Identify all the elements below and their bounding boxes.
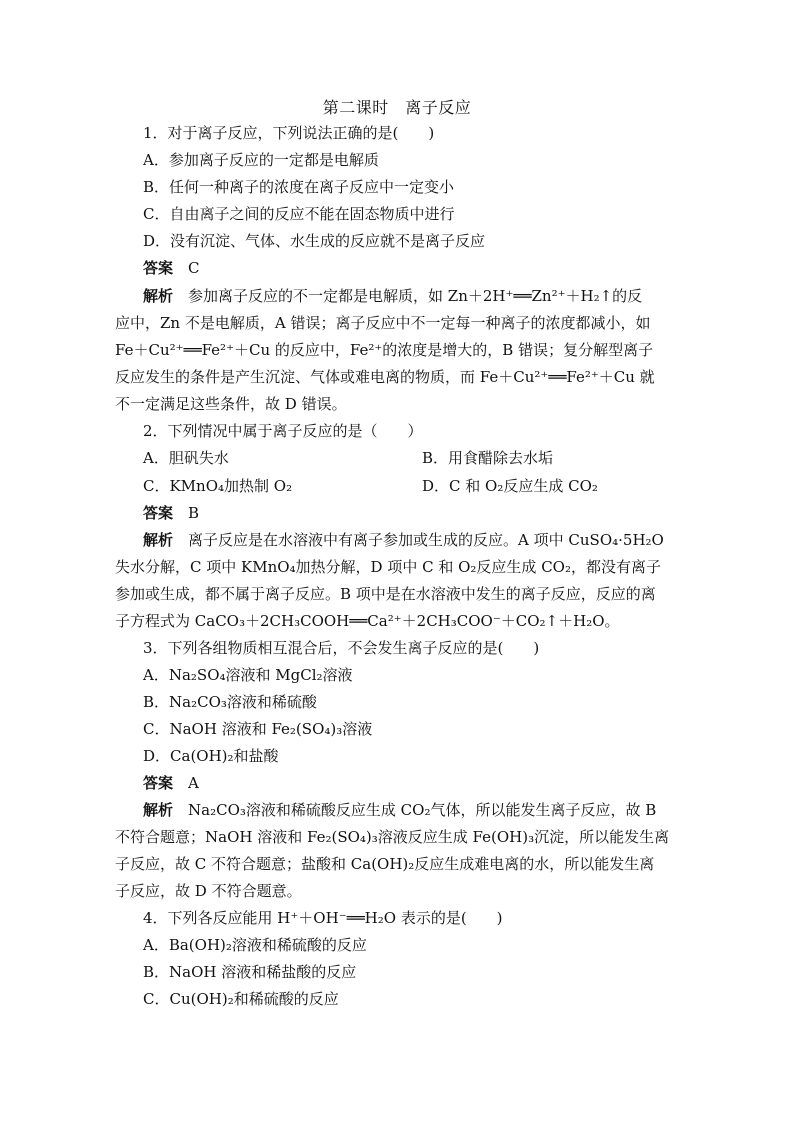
q2-analysis-line-1: [143, 530, 664, 550]
q3-option-b: B．Na₂CO₃溶液和稀硫酸: [143, 693, 317, 711]
q3-answer: [143, 773, 199, 793]
q1-option-a: A．参加离子反应的一定都是电解质: [143, 151, 379, 169]
q1-stem: 1．对于离子反应，下列说法正确的是( ): [143, 124, 435, 142]
q2-analysis-line-4: 子方程式为 CaCO₃＋2CH₃COOH══Ca²⁺＋2CH₃COO⁻＋CO₂↑＋H₂O。: [115, 612, 620, 630]
q1-analysis-line-3: Fe＋Cu²⁺══Fe²⁺＋Cu 的反应中，Fe²⁺的浓度是增大的，B 错误；复分解型离子: [115, 341, 654, 359]
q1-option-c: C．自由离子之间的反应不能在固态物质中进行: [143, 205, 455, 223]
q2-answer-label: 答案: [143, 504, 174, 522]
q3-option-a: A．Na₂SO₄溶液和 MgCl₂溶液: [143, 666, 353, 684]
q1-answer: [143, 258, 200, 278]
q3-analysis-line-2: 不符合题意；NaOH 溶液和 Fe₂(SO₄)₃溶液反应生成 Fe(OH)₃沉淀，所以能发生离: [115, 828, 670, 846]
q4-option-b: B．NaOH 溶液和稀盐酸的反应: [143, 963, 357, 981]
q2-stem: 2．下列情况中属于离子反应的是（ ）: [143, 422, 423, 440]
q3-analysis-label: 解析: [143, 801, 174, 819]
q1-answer-value: C: [188, 259, 200, 277]
q3-analysis-line-3: 子反应，故 C 不符合题意；盐酸和 Ca(OH)₂反应生成难电离的水，所以能发生离: [115, 855, 655, 873]
q1-analysis-line-1: [143, 286, 642, 306]
q2-option-a: A．胆矾失水: [143, 449, 229, 467]
q3-answer-value: A: [188, 774, 199, 792]
q1-answer-label: 答案: [143, 259, 174, 277]
q2-analysis-line-3: 参加或生成，都不属于离子反应。B 项中是在水溶液中发生的离子反应，反应的离: [115, 585, 656, 603]
q2-answer: [143, 503, 199, 523]
q1-option-d: D．没有沉淀、气体、水生成的反应就不是离子反应: [143, 232, 486, 250]
q2-option-b: B．用食醋除去水垢: [422, 449, 554, 467]
q3-analysis-line-4: 子反应，故 D 不符合题意。: [115, 882, 302, 900]
q4-option-c: C．Cu(OH)₂和稀硫酸的反应: [143, 990, 339, 1008]
q4-option-a: A．Ba(OH)₂溶液和稀硫酸的反应: [143, 936, 367, 954]
q1-analysis-text-1: 参加离子反应的不一定都是电解质，如 Zn＋2H⁺══Zn²⁺＋H₂↑的反: [188, 287, 643, 305]
q1-analysis-line-4: 反应发生的条件是产生沉淀、气体或难电离的物质，而 Fe＋Cu²⁺══Fe²⁺＋Cu 就: [115, 368, 655, 386]
q2-analysis-label: 解析: [143, 531, 174, 549]
page-title: 第二课时 离子反应: [322, 98, 472, 117]
q4-stem: 4．下列各反应能用 H⁺＋OH⁻══H₂O 表示的是( ): [143, 909, 503, 927]
q1-option-b: B．任何一种离子的浓度在离子反应中一定变小: [143, 178, 455, 196]
q3-answer-label: 答案: [143, 774, 174, 792]
q1-analysis-label: 解析: [143, 287, 174, 305]
q3-option-d: D．Ca(OH)₂和盐酸: [143, 747, 279, 765]
q3-analysis-text-1: Na₂CO₃溶液和稀硫酸反应生成 CO₂气体，所以能发生离子反应，故 B: [188, 801, 657, 819]
q3-analysis-line-1: [143, 800, 656, 820]
q1-analysis-line-5: 不一定满足这些条件，故 D 错误。: [115, 395, 347, 413]
q3-option-c: C．NaOH 溶液和 Fe₂(SO₄)₃溶液: [143, 720, 373, 738]
q3-stem: 3．下列各组物质相互混合后，不会发生离子反应的是( ): [143, 639, 540, 657]
q2-answer-value: B: [188, 504, 200, 522]
q2-analysis-line-2: 失水分解，C 项中 KMnO₄加热分解，D 项中 C 和 O₂反应生成 CO₂，都没有离子: [115, 558, 661, 576]
q2-option-d: D．C 和 O₂反应生成 CO₂: [422, 477, 598, 495]
q1-analysis-line-2: 应中，Zn 不是电解质，A 错误；离子反应中不一定每一种离子的浓度都减小，如: [115, 314, 651, 332]
q2-analysis-text-1: 离子反应是在水溶液中有离子参加或生成的反应。A 项中 CuSO₄·5H₂O: [188, 531, 664, 549]
q2-option-c: C．KMnO₄加热制 O₂: [143, 477, 293, 495]
